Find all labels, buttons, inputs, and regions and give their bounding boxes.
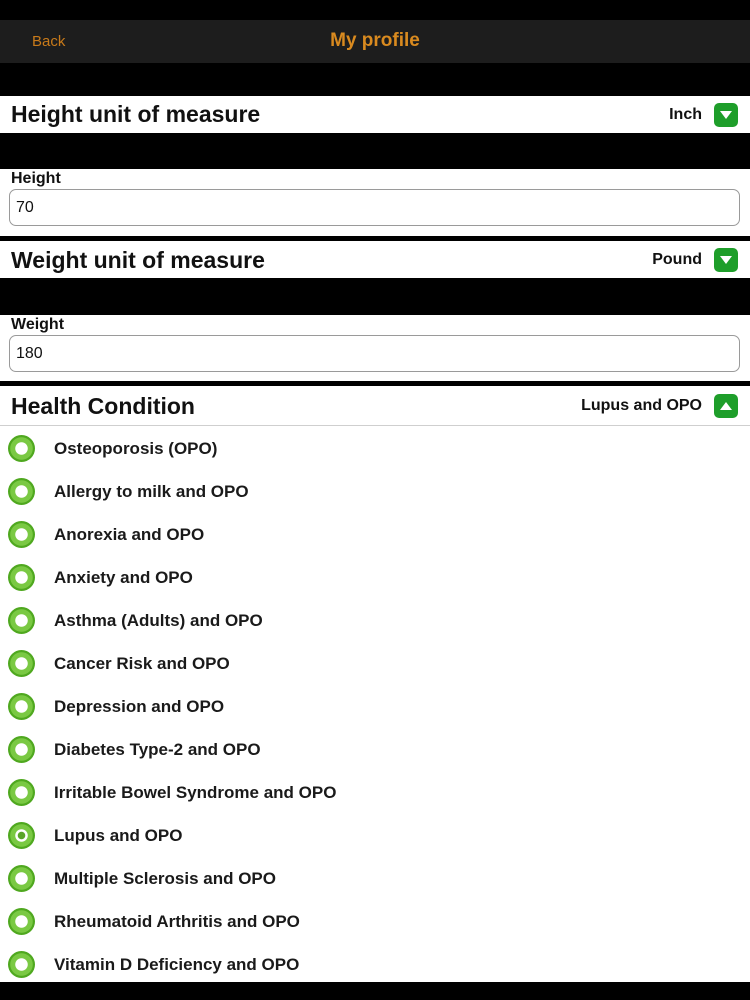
radio-button[interactable]	[8, 822, 35, 849]
chevron-down-icon[interactable]	[714, 248, 738, 272]
weight-unit-title: Weight unit of measure	[11, 247, 265, 273]
radio-button[interactable]	[8, 736, 35, 763]
list-item-label: Lupus and OPO	[54, 826, 183, 845]
height-field-block	[0, 169, 750, 236]
list-item-label: Irritable Bowel Syndrome and OPO	[54, 783, 337, 802]
list-item-label: Anorexia and OPO	[54, 525, 205, 544]
list-item[interactable]	[0, 685, 750, 728]
radio-button[interactable]	[8, 564, 35, 591]
list-item[interactable]	[0, 814, 750, 857]
list-item-label: Vitamin D Deficiency and OPO	[54, 955, 300, 974]
radio-button[interactable]	[8, 908, 35, 935]
list-item[interactable]	[0, 771, 750, 814]
list-item[interactable]	[0, 470, 750, 513]
list-item-label: Anxiety and OPO	[54, 568, 193, 587]
radio-button[interactable]	[8, 693, 35, 720]
weight-label: Weight	[11, 316, 65, 333]
list-item-label: Multiple Sclerosis and OPO	[54, 869, 276, 888]
height-unit-title: Height unit of measure	[11, 101, 261, 127]
radio-button[interactable]	[8, 435, 35, 462]
health-condition-list	[0, 425, 750, 982]
chevron-up-icon[interactable]	[714, 394, 738, 418]
radio-button[interactable]	[8, 478, 35, 505]
list-item[interactable]	[0, 728, 750, 771]
radio-button[interactable]	[8, 650, 35, 677]
list-item-label: Depression and OPO	[54, 697, 225, 716]
weight-field-block	[0, 315, 750, 381]
chevron-down-icon[interactable]	[714, 103, 738, 127]
height-input[interactable]: 70	[9, 189, 740, 226]
list-item-label: Asthma (Adults) and OPO	[54, 611, 263, 630]
health-condition-row[interactable]	[0, 386, 750, 426]
health-condition-value: Lupus and OPO	[581, 397, 702, 414]
list-item[interactable]	[0, 427, 750, 470]
status-bar	[0, 0, 750, 20]
list-item-label: Diabetes Type-2 and OPO	[54, 740, 261, 759]
radio-button[interactable]	[8, 607, 35, 634]
radio-button[interactable]	[8, 865, 35, 892]
page-title: My profile	[330, 30, 420, 51]
list-item[interactable]	[0, 943, 750, 986]
height-unit-row[interactable]	[0, 96, 750, 133]
list-item[interactable]	[0, 513, 750, 556]
back-button[interactable]: Back	[32, 33, 66, 50]
height-unit-value: Inch	[669, 106, 702, 123]
list-item[interactable]	[0, 857, 750, 900]
navigation-bar	[0, 20, 750, 63]
list-item-label: Cancer Risk and OPO	[54, 654, 230, 673]
radio-button[interactable]	[8, 521, 35, 548]
weight-unit-value: Pound	[652, 251, 702, 268]
list-item[interactable]	[0, 642, 750, 685]
radio-button[interactable]	[8, 951, 35, 978]
weight-input[interactable]: 180	[9, 335, 740, 372]
list-item-label: Osteoporosis (OPO)	[54, 439, 218, 458]
health-condition-title: Health Condition	[11, 393, 195, 419]
list-item[interactable]	[0, 599, 750, 642]
list-item-label: Rheumatoid Arthritis and OPO	[54, 912, 300, 931]
radio-button[interactable]	[8, 779, 35, 806]
list-item[interactable]	[0, 556, 750, 599]
weight-unit-row[interactable]	[0, 241, 750, 278]
height-label: Height	[11, 170, 61, 187]
list-item[interactable]	[0, 900, 750, 943]
list-item-label: Allergy to milk and OPO	[54, 482, 249, 501]
